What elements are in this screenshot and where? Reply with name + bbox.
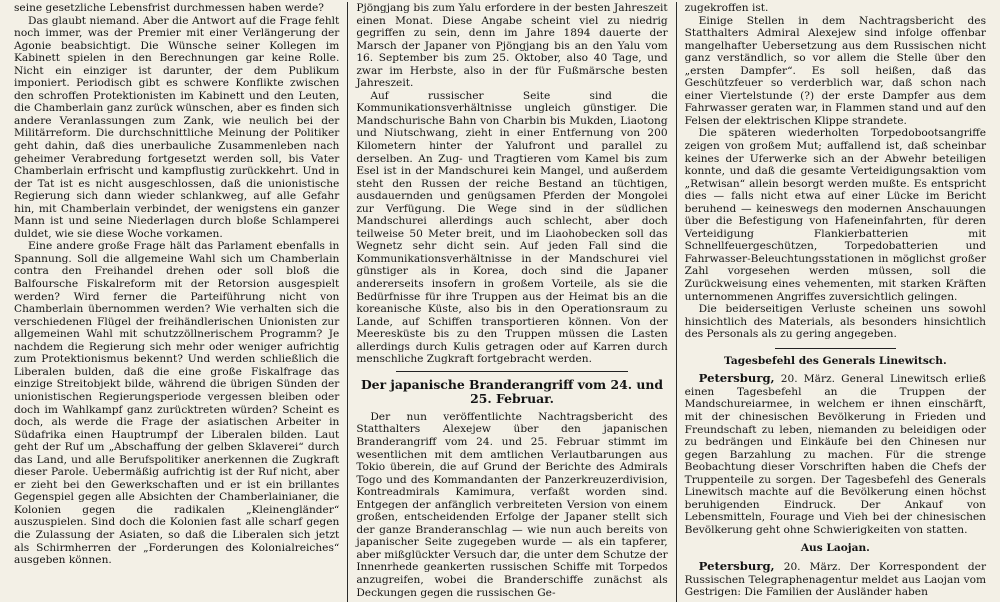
paragraph: zugekroffen ist. [684,2,769,14]
column-right [677,2,994,602]
subheading: Tagesbefehl des Generals Linewitsch. [724,354,947,367]
paragraph: Auf russischer Seite sind die Kommunikationsverhältnisse ungleich günstiger. Die Mandschurische Bahn von Charbin bis Mukden, Liaotong und Niutschwang, zieht in einer Entfernung von 200 Kilometern hinter der Yalufront und parallel zu derselben. An Zug- und Tragtieren vom Kamel bis zum Esel ist in der Mandschurei kein Mangel, und außerdem steht den Russen der reiche Bestand an tüchtigen, ausdauernden und genügsamen Pferden der Mongolei zur Verfügung. Die Wege sind in der südlichen Mandschurei allerdings auch schlecht, aber doch teilweise 50 Meter breit, und im Liaohobecken soll das Wegnetz sehr dicht sein. Auf jeden Fall sind die Kommunikationsverhältnisse in der Mandschurei viel günstiger als in Korea, doch sind die Japaner andererseits insofern in großem Vorteile, als sie die Bedürfnisse für ihre Truppen aus der Heimat bis an die koreanische Küste, also bis in den Operationsraum zu Lande, auf Schiffen transportieren können. Von der Meeresküste bis zu den Truppen müssen die Lasten allerdings durch Kulis getragen oder auf Karren durch menschliche Zugkraft fortgebracht werden. [356,89,668,366]
paragraph: Einige Stellen in dem Nachtragsbericht des Statthalters Admiral Alexejew sind infolge offenbar mangelhafter Uebersetzung aus dem Russischen nicht ganz verständlich, so vor allem die Stelle über den „ersten Dampfer“. Es soll heißen, daß das Geschützfeuer so verderblich war, daß schon nach einer Viertelstunde (?) der erste Dampfer aus dem Fahrwasser geraten war, in Flammen stand und auf den Felsen der elektrischen Klippe strandete. [684,14,987,127]
dateline: Petersburg, [698,371,775,386]
section-divider [775,348,896,349]
dispatch-body: 20. März. General Linewitsch erließ einen Tagesbefehl an die Truppen der Mandschureiarmee, in welchem er ihnen einschärft, mit der chinesischen Bevölkerung in Frieden und Freundschaft zu leben, niemanden zu beleidigen oder zu bedrängen und Einkäufe bei den Chinesen nur gegen Barzahlung zu machen. Für die strenge Beobachtung dieser Vorschriften haben die Chefs der Truppenteile zu sorgen. Der Tagesbefehl des Generals Linewitsch machte auf die Bevölkerung einen höchst beruhigenden Eindruck. Der Ankauf von Lebensmitteln, Fourage und Vieh bei der chinesischen Bevölkerung geht ohne Schwierigkeiten von statten. [684,373,987,536]
paragraph: Die späteren wiederholten Torpedobootsangriffe zeigen von großem Mut; auffallend ist, daß scheinbar keines der Uferwerke sich an der Abwehr beteiligen konnte, und daß die gesamte Verteidigungsaktion vom „Retwisan“ allein besorgt werden mußte. Es entspricht dies — falls nicht etwa auf einer Lücke im Bericht beruhend — keineswegs den modernen Anschauungen über die Befestigung von Hafeneinfahrten, für deren Verteidigung Flankierbatterien mit Schnellfeuergeschützen, Torpedobatterien und Fahrwasser-Beleuchtungsstationen in möglichst großer Zahl vorgesehen werden müssen, soll die Zurückweisung eines vehementen, mit starken Kräften unternommenen Angriffes zuversichtlich gelingen. [684,127,987,303]
paragraph: Pjöngjang bis zum Yalu erfordere in der besten Jahreszeit einen Monat. Diese Angabe scheint viel zu niedrig gegriffen zu sein, denn im Jahre 1894 dauerte der Marsch der Japaner von Pjöngjang bis an den Yalu vom 16. September bis zum 25. Oktober, also 40 Tage, und zwar im Herbste, also in der für Fußmärsche besten Jahreszeit. [356,2,668,90]
dispatch-body: 20. März. Der Korrespondent der Russischen Telegraphenagentur meldet aus Laojan vom Gestrigen: Die Familien der Ausländer haben [684,560,987,599]
paragraph: Eine andere große Frage hält das Parlament ebenfalls in Spannung. Soll die allgemeine Wahl sich um Chamberlain contra den Freihandel drehen oder soll bloß die Balfoursche Fiskalreform mit der Retorsion ausgespielt werden? Wird ferner die Parteiführung nicht von Chamberlain übernommen werden? Wie verhalten sich die verschiedenen Flügel der freihändlerischen Unionisten zur allgemeinen Wahl mit schutzzöllnerischem Programm? Je nachdem die Regierung sich mehr oder weniger aufrichtig zum Protektionismus bekennt? Und werden schließlich die Liberalen bulden, daß die eine große Fiskalfrage das einzige Streitobjekt bilde, während die übrigen Sünden der unionistischen Regierungsperiode vergessen bleiben oder doch im Wahlkampf ganz zurücktreten würden? Scheint es doch, als werde die Frage der asiatischen Arbeiter in Südafrika einen Hauptrumpf der Liberalen bilden. Laut geht der Ruf um „Abschaffung der gelben Sklaverei“ durch das Land, und alle Berufspolitiker anerkennen die Zugkraft dieser Parole. Uebermäßig aufrichtig ist der Ruf nicht, aber er zieht bei den Gewerkschaften und er ist ein brillantes Gegenspiel gegen alle Absichten der Chamberlainianer, die Kolonien gegen die radikalen „Kleinengländer“ auszuspielen. Sind doch die Kolonien fast alle scharf gegen die Zulassung der Asiaten, so daß die Liberalen sich jetzt als Schirmherren der „Forderungen des Kolonialreiches“ ausgeben können. [14,240,340,567]
paragraph: Das glaubt niemand. Aber die Antwort auf die Frage fehlt noch immer, was der Premier mit einer Verlängerung der Agonie beabsichtigt. Die Wünsche seiner Kollegen im Kabinett spielen in den Berechnungen gar keine Rolle. Nicht ein einziger ist darunter, der dem Publikum imponiert. Periodisch gibt es schwere Konflikte zwischen den schroffen Protektionisten im Kabinett und den Leuten, die Chamberlain ganz zurück wünschen, aber es finden sich andere Veranlassungen zum Zank, wie neulich bei der Militärreform. Die durchschnittliche Meinung der Politiker geht dahin, daß dies unerbauliche Zusammenleben nach geheimer Verabredung fortgesetzt werden soll, bis Vater Chamberlain erfrischt und kampflustig zurückkehrt. Und in der Tat ist es nicht ausgeschlossen, daß die unionistische Regierung sich dann wieder schlankweg, auf alle Gefahr hin, mit Chamberlain verbindet, der wenigstens ein ganzer Mann ist und seine Niederlagen durch bloße Schlamperei duldet, wie sie diese Woche vorkamen. [14,14,340,240]
dispatch [685,560,986,599]
column-left [6,2,347,602]
column-middle [348,2,675,602]
paragraph: seine gesetzliche Lebensfrist durchmessen haben werde? [14,2,324,14]
article-headline: Der japanische Branderangriff vom 24. und 25. Februar. [360,376,664,406]
paragraph: Der nun veröffentlichte Nachtragsbericht des Statthalters Alexejew über den japanischen Branderangriff vom 24. und 25. Februar stimmt im wesentlichen mit dem amtlichen Verlautbarungen aus Tokio überein, die auf Grund der Berichte des Admirals Togo und des Kommandanten der Panzerkreuzerdivision, Kontreadmirals Kamimura, verfaßt worden sind. Entgegen der anfänglich verbreiteten Version von einem großen, entscheidenden Erfolge der Japaner stellt sich der ganze Branderanschlag — wie nun auch bereits von japanischer Seite zugegeben wurde — als ein tapferer, aber mißglückter Versuch dar, die unter dem Schutze der Innenrhede geankerten russischen Schiffe mit Torpedos anzugreifen, wobei die Branderschiffe zunächst als Deckungen gegen die russischen Ge- [356,410,668,599]
subheading: Aus Laojan. [800,542,870,555]
section-divider [396,371,627,372]
paragraph: Die beiderseitigen Verluste scheinen uns sowohl hinsichtlich des Materials, als besonders hinsichtlich des Personals als zu gering angegeben. [684,303,987,341]
dispatch [685,372,986,536]
dateline: Petersburg, [698,558,775,573]
